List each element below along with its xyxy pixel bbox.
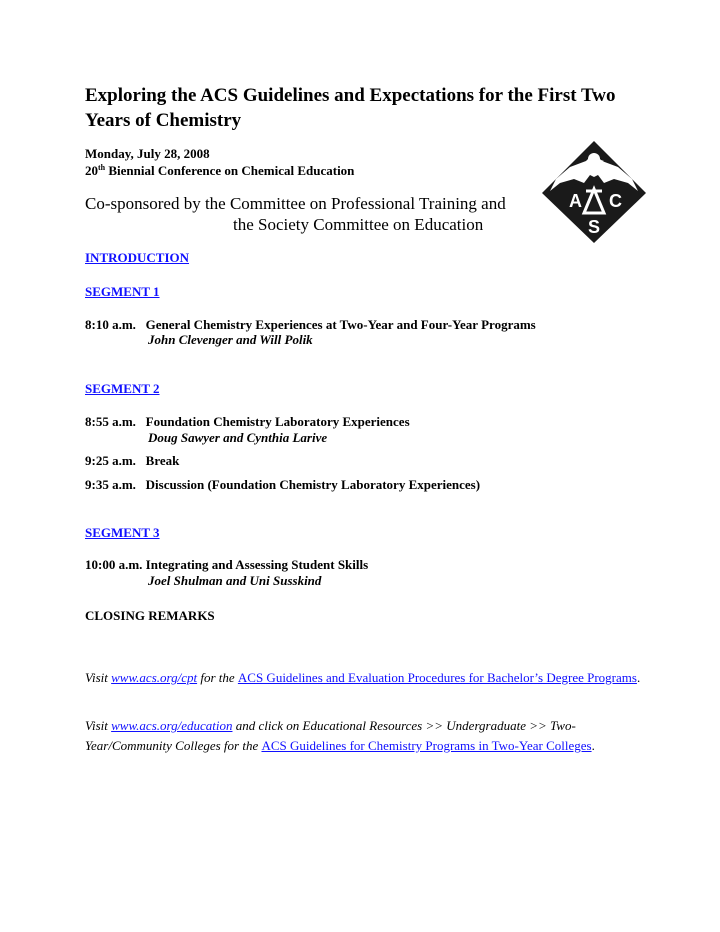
agenda-item	[85, 413, 410, 430]
logo-eagle-head	[588, 153, 600, 165]
agenda-time: 10:00 a.m.	[85, 557, 143, 572]
conference-text: Biennial Conference on Chemical Education	[105, 163, 355, 178]
visit-end: .	[636, 670, 641, 685]
cosponsor-line-1: Co-sponsored by the Committee on Professional Training and	[85, 194, 506, 213]
agenda-title: Foundation Chemistry Laboratory Experiences	[145, 414, 410, 429]
conference-name	[85, 162, 354, 179]
visit-prefix: Visit	[85, 718, 112, 733]
agenda-title: Integrating and Assessing Student Skills	[145, 557, 369, 572]
agenda-title: Break	[145, 453, 180, 468]
agenda-title: General Chemistry Experiences at Two-Year and Four-Year Programs	[145, 317, 536, 332]
two-year-guidelines-link[interactable]: ACS Guidelines for Chemistry Programs in Two-Year Colleges	[261, 738, 592, 753]
segment-2-link[interactable]: SEGMENT 2	[85, 381, 160, 396]
acs-eagle-logo-icon	[540, 139, 648, 244]
bachelor-guidelines-link[interactable]: ACS Guidelines and Evaluation Procedures for Bachelor’s Degree Programs	[237, 670, 637, 685]
introduction-link[interactable]: INTRODUCTION	[85, 250, 190, 265]
event-date: Monday, July 28, 2008	[85, 146, 210, 161]
agenda-presenters: John Clevenger and Will Polik	[148, 332, 313, 347]
visit-paragraph-education	[85, 716, 645, 756]
closing-remarks: CLOSING REMARKS	[85, 608, 215, 623]
logo-letter-a: A	[569, 191, 582, 211]
segment-1-link[interactable]: SEGMENT 1	[85, 284, 160, 299]
agenda-item	[85, 556, 368, 573]
agenda-title: Discussion (Foundation Chemistry Laboratory Experiences)	[145, 477, 481, 492]
agenda-time: 9:35 a.m.	[85, 477, 136, 492]
education-url-link[interactable]: www.acs.org/education	[111, 718, 233, 733]
logo-letter-s: S	[588, 217, 601, 237]
visit-end: .	[591, 738, 595, 753]
segment-3-link[interactable]: SEGMENT 3	[85, 525, 160, 540]
visit-mid-text: for the	[197, 670, 238, 685]
visit-prefix: Visit	[85, 670, 112, 685]
page-title: Exploring the ACS Guidelines and Expectations for the First Two Years of Chemistry	[85, 85, 616, 131]
agenda-presenters: Doug Sawyer and Cynthia Larive	[148, 430, 328, 445]
cosponsor-line-2: the Society Committee on Education	[233, 215, 484, 234]
visit-paragraph-cpt	[85, 668, 645, 688]
conference-number: 20	[85, 163, 98, 178]
cpt-url-link[interactable]: www.acs.org/cpt	[111, 670, 198, 685]
agenda-time: 8:10 a.m.	[85, 317, 136, 332]
agenda-item	[85, 476, 480, 493]
visit-mid-text: and click on Educational Resources >> Undergraduate >> Two-Year/Community Colleges for the	[85, 718, 576, 753]
agenda-time: 9:25 a.m.	[85, 453, 136, 468]
agenda-presenters: Joel Shulman and Uni Susskind	[148, 573, 322, 588]
agenda-item	[85, 452, 179, 469]
conference-ordinal-suffix: th	[98, 163, 106, 172]
logo-letter-c: C	[609, 191, 622, 211]
agenda-time: 8:55 a.m.	[85, 414, 136, 429]
